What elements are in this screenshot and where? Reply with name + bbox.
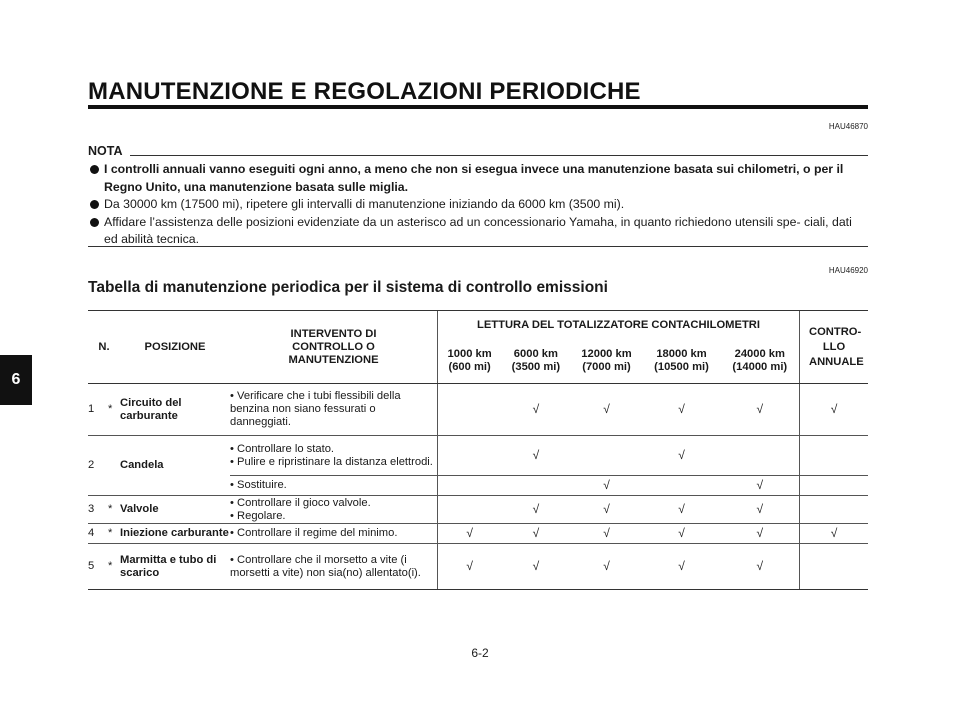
- nota-item: Da 30000 km (17500 mi), ripetere gli intervalli di manutenzione iniziando da 6000 km (3500 mi).: [88, 196, 868, 214]
- row-asterisk: *: [108, 524, 120, 544]
- empty-cell: [800, 476, 869, 496]
- check-mark: √: [438, 544, 502, 590]
- check-mark: √: [721, 496, 800, 524]
- header-odometer: LETTURA DEL TOTALIZZATORE CONTACHILOMETRI: [438, 311, 800, 340]
- row-position: Candela: [120, 436, 230, 496]
- empty-cell: [438, 476, 502, 496]
- check-mark: √: [642, 544, 720, 590]
- page-number: 6-2: [471, 646, 489, 660]
- check-mark: √: [571, 384, 643, 436]
- empty-cell: [721, 436, 800, 476]
- table-row: [88, 436, 868, 476]
- row-intervention: [230, 436, 438, 476]
- check-mark: √: [501, 384, 570, 436]
- nota-label: NOTA: [88, 144, 123, 158]
- check-mark: √: [501, 544, 570, 590]
- row-position: Valvole: [120, 496, 230, 524]
- empty-cell: [800, 544, 869, 590]
- check-mark: √: [571, 496, 643, 524]
- check-mark: √: [721, 524, 800, 544]
- check-mark: √: [800, 524, 869, 544]
- chapter-tab: 6: [0, 355, 32, 405]
- header-km-5: [721, 339, 800, 384]
- empty-cell: [571, 436, 643, 476]
- header-intervention-text: INTERVENTO DI CONTROLLO O MANUTENZIONE: [288, 327, 379, 366]
- maintenance-table: [88, 310, 868, 590]
- empty-cell: [438, 384, 502, 436]
- empty-cell: [438, 496, 502, 524]
- table-row: [88, 496, 868, 524]
- row-asterisk: *: [108, 384, 120, 436]
- check-mark: √: [800, 384, 869, 436]
- mi-value: (14000 mi): [732, 361, 788, 373]
- nota-list: [88, 161, 868, 249]
- document-code: HAU46920: [828, 266, 868, 275]
- header-intervention: [230, 311, 438, 384]
- table-row: [88, 524, 868, 544]
- row-intervention: [230, 524, 438, 544]
- intervention-line: • Controllare lo stato.: [230, 442, 335, 455]
- check-mark: √: [501, 496, 570, 524]
- km-value: 6000 km: [513, 348, 558, 360]
- empty-cell: [501, 476, 570, 496]
- mi-value: (7000 mi): [582, 361, 631, 373]
- page-title: MANUTENZIONE E REGOLAZIONI PERIODICHE: [88, 78, 641, 105]
- nota-end-divider: [88, 246, 868, 247]
- km-value: 18000 km: [656, 348, 707, 360]
- km-value: 24000 km: [734, 348, 785, 360]
- mi-value: (3500 mi): [511, 361, 561, 373]
- km-value: 12000 km: [581, 348, 632, 360]
- row-number: 5: [88, 544, 108, 590]
- intervention-line: • Controllare il regime del minimo.: [230, 527, 398, 539]
- empty-cell: [800, 436, 869, 476]
- check-mark: √: [571, 524, 643, 544]
- header-km-3: [571, 339, 643, 384]
- row-asterisk: *: [108, 544, 120, 590]
- check-mark: √: [721, 384, 800, 436]
- row-position: Iniezione carburante: [120, 524, 230, 544]
- row-intervention: [230, 384, 438, 436]
- table-row: [88, 384, 868, 436]
- intervention-line: • Controllare il gioco valvole.: [230, 496, 371, 509]
- header-position: POSIZIONE: [120, 311, 230, 384]
- check-mark: √: [571, 476, 643, 496]
- row-asterisk: *: [108, 496, 120, 524]
- row-position: Circuito del carburante: [120, 384, 230, 436]
- intervention-line: • Verificare che i tubi flessibili della benzina non siano fessurati o danneggiati.: [230, 390, 401, 428]
- row-number: 1: [88, 384, 108, 436]
- header-annual-text: CONTRO- LLO ANNUALE: [809, 325, 864, 368]
- row-number: 3: [88, 496, 108, 524]
- section-title: Tabella di manutenzione periodica per il sistema di controllo emissioni: [88, 279, 608, 296]
- row-position: Marmitta e tubo di scarico: [120, 544, 230, 590]
- nota-divider: [130, 155, 868, 156]
- table-row: [88, 544, 868, 590]
- title-rule: [88, 105, 868, 109]
- check-mark: √: [642, 524, 720, 544]
- check-mark: √: [642, 436, 720, 476]
- empty-cell: [642, 476, 720, 496]
- check-mark: √: [501, 436, 570, 476]
- row-number: 4: [88, 524, 108, 544]
- intervention-line: • Sostituire.: [230, 479, 287, 491]
- intervention-line: • Pulire e ripristinare la distanza elettrodi.: [230, 455, 433, 468]
- check-mark: √: [571, 544, 643, 590]
- nota-item: Affidare l’assistenza delle posizioni evidenziate da un asterisco ad un concessionario Yamaha, in quanto richiedono utensili spe- ciali, dati ed abilità tecnica.: [88, 214, 868, 249]
- intervention-line: • Controllare che il morsetto a vite (i morsetti a vite) non sia(no) allentato(i).: [230, 553, 421, 579]
- nota-item: I controlli annuali vanno eseguiti ogni anno, a meno che non si esegua invece una manutenzione basata sui chilometri, o per il Regno Unito, una manutenzione basata sulle miglia.: [88, 161, 868, 196]
- check-mark: √: [642, 384, 720, 436]
- header-km-2: [501, 339, 570, 384]
- header-number: N.: [88, 311, 120, 384]
- row-number: 2: [88, 436, 108, 496]
- empty-cell: [438, 436, 502, 476]
- table-body: [88, 384, 868, 590]
- header-km-4: [642, 339, 720, 384]
- mi-value: (10500 mi): [654, 361, 709, 373]
- empty-cell: [800, 496, 869, 524]
- check-mark: √: [438, 524, 502, 544]
- row-intervention: [230, 496, 438, 524]
- mi-value: (600 mi): [448, 361, 491, 373]
- row-asterisk: [108, 436, 120, 496]
- header-km-1: [438, 339, 502, 384]
- row-intervention: [230, 544, 438, 590]
- km-value: 1000 km: [447, 348, 492, 360]
- row-intervention: [230, 476, 438, 496]
- document-code: HAU46870: [828, 122, 868, 131]
- check-mark: √: [721, 476, 800, 496]
- intervention-line: • Regolare.: [230, 509, 286, 522]
- check-mark: √: [642, 496, 720, 524]
- header-annual: [800, 311, 869, 384]
- check-mark: √: [501, 524, 570, 544]
- check-mark: √: [721, 544, 800, 590]
